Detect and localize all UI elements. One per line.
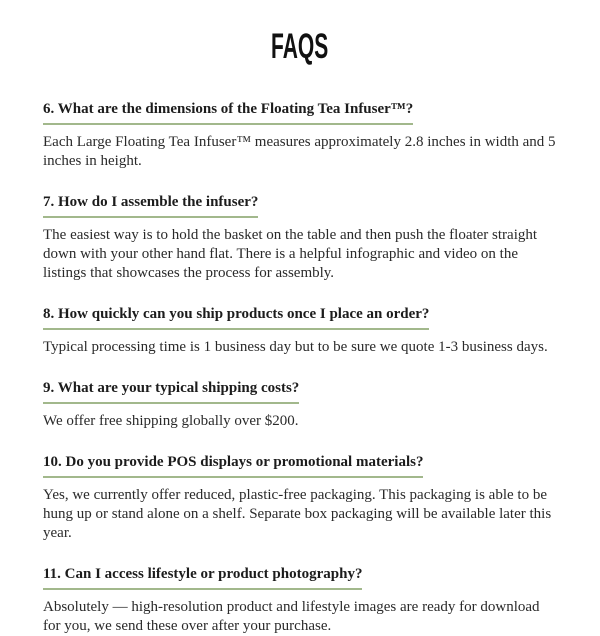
faq-question: 8. How quickly can you ship products once I place an order?: [43, 305, 429, 330]
page-title-wrap: [43, 28, 557, 66]
page-title: FAQS: [271, 27, 329, 66]
faq-answer: Each Large Floating Tea Infuser™ measures approximately 2.8 inches in width and 5 inches in height.: [43, 134, 556, 169]
faq-item-6: [43, 100, 557, 171]
faq-answer: We offer free shipping globally over $200.: [43, 413, 299, 429]
faq-item-9: [43, 379, 557, 431]
faq-answer: Absolutely — high-resolution product and lifestyle images are ready for download for you, we send these over after your purchase.: [43, 599, 540, 634]
faq-question: 10. Do you provide POS displays or promotional materials?: [43, 453, 423, 478]
faq-question: 11. Can I access lifestyle or product photography?: [43, 565, 362, 590]
faq-answer: Typical processing time is 1 business day but to be sure we quote 1-3 business days.: [43, 339, 548, 355]
faq-item-7: [43, 193, 557, 283]
faq-item-10: [43, 453, 557, 543]
faq-item-8: [43, 305, 557, 357]
faq-item-11: [43, 565, 557, 636]
faq-answer: The easiest way is to hold the basket on the table and then push the floater straight down with your other hand flat. There is a helpful infographic and video on the listings that showcases the process for assembly.: [43, 227, 538, 281]
faq-answer: Yes, we currently offer reduced, plastic-free packaging. This packaging is able to be hung up or stand alone on a shelf. Separate box packaging will be available later this year.: [43, 487, 552, 541]
faq-question: 9. What are your typical shipping costs?: [43, 379, 299, 404]
faq-question: 7. How do I assemble the infuser?: [43, 193, 258, 218]
faq-question: 6. What are the dimensions of the Floating Tea Infuser™?: [43, 100, 413, 125]
